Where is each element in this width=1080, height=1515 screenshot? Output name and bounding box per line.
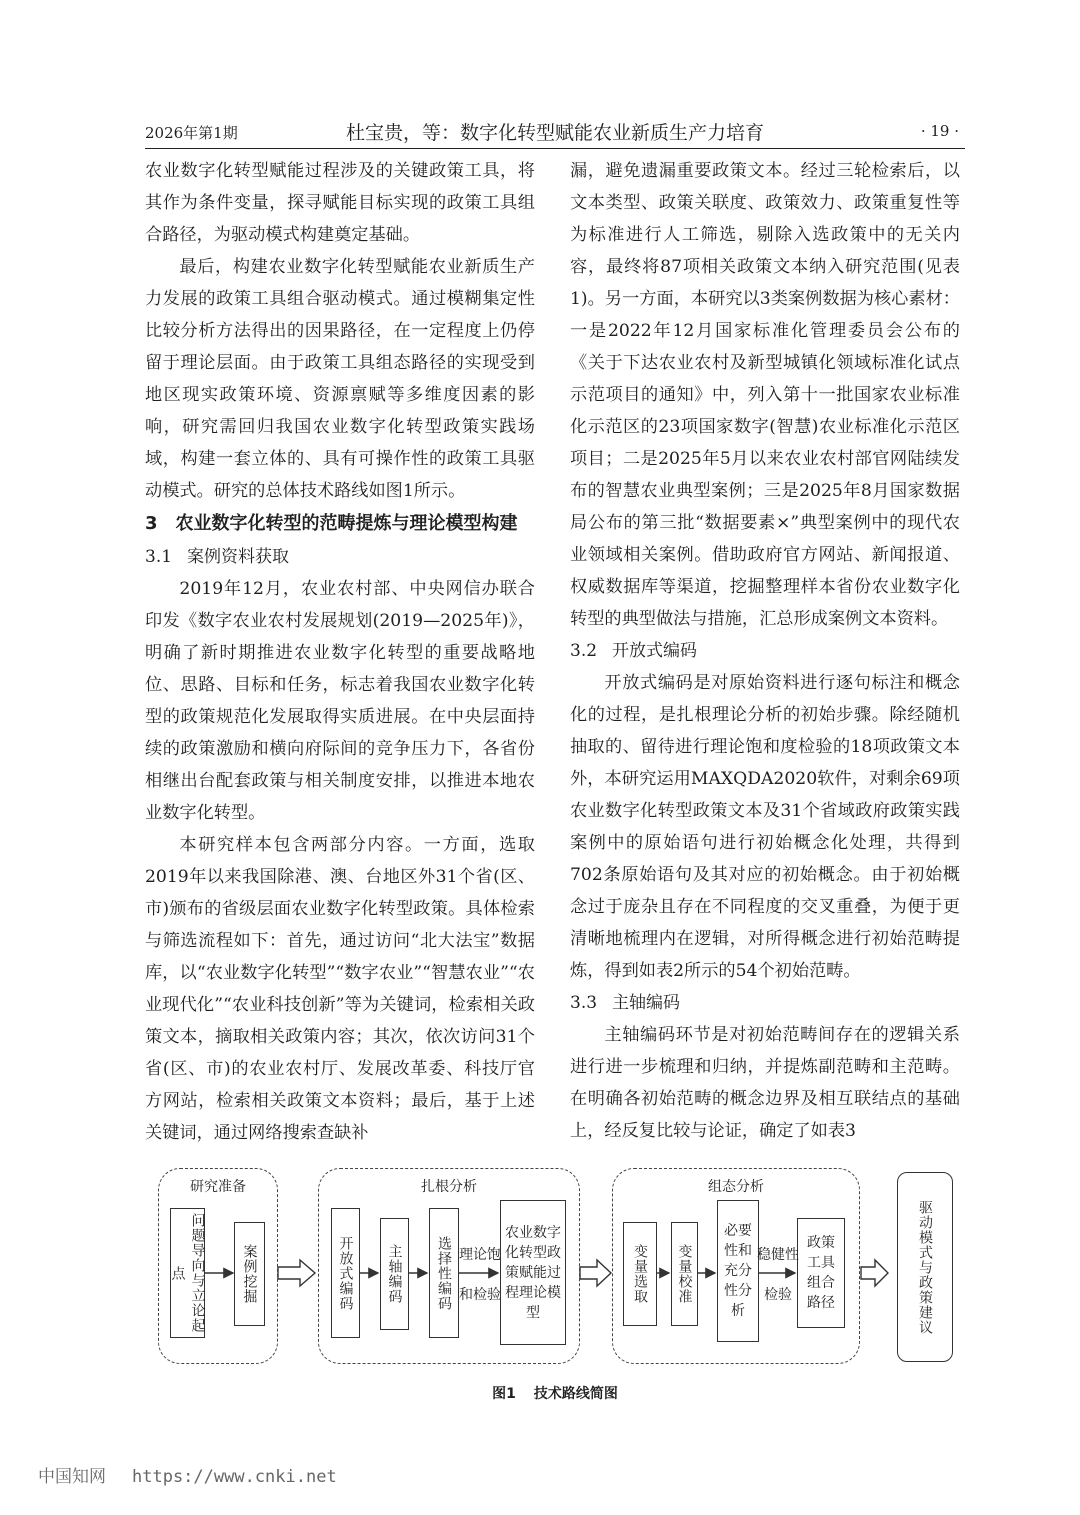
block-arrow [580,1260,611,1286]
header-rule [145,148,965,149]
subsection-title: 主轴编码 [612,993,680,1013]
edge-label: 稳健性 [757,1247,799,1263]
box-selective-coding: 选择性编码 [429,1208,459,1338]
subsection-number: 3.1 [145,547,173,567]
watermark-url[interactable]: https://www.cnki.net [132,1467,337,1487]
paragraph: 2019年12月，农业农村部、中央网信办联合印发《数字农业农村发展规划(2019—2025年)》，明确了新时期推进农业数字化转型的重要战略地位、思路、目标和任务，标志着我国农业数字化转型的政策规范化发展取得实质进展。在中央层面持续的政策激励和横向府际间的竞争压力下，各省份相继出台配套政策与相关制度安排，以推进本地农业数字化转型。 [145,579,535,823]
box-theoretical-model: 农业数字化转型政策赋能过程理论模型 [500,1200,566,1345]
box-driving-mode-suggestions: 驱动模式与政策建议 [897,1172,953,1362]
section-heading-3: 3 农业数字化转型的范畴提炼与理论模型构建 [145,513,518,534]
box-open-coding: 开放式编码 [331,1208,360,1338]
subsection-number: 3.3 [570,993,598,1013]
paragraph: 本研究样本包含两部分内容。一方面，选取2019年以来我国除港、澳、台地区外31个省(区、市)颁布的省级层面农业数字化转型政策。具体检索与筛选流程如下：首先，通过访问“北大法宝”数据库，以“农业数字化转型”“数字农业”“智慧农业”“农业现代化”“农业科技创新”等为关键词，检索相关政策文本，摘取相关政策内容；其次，依次访问31个省(区、市)的农业农村厅、发展改革委、科技厅官方网站，检索相关政策文本资料；最后，基于上述关键词，通过网络搜索查缺补 [145,835,535,1143]
running-header [145,118,965,146]
box-necessity-sufficiency-analysis: 必要性和充分性分析 [717,1200,759,1342]
box-case-mining: 案例挖掘 [234,1222,265,1326]
box-axial-coding: 主轴编码 [380,1218,409,1330]
subsection-heading-3-3 [570,987,960,1019]
paragraph: 主轴编码环节是对初始范畴间存在的逻辑关系进行进一步梳理和归纳，并提炼副范畴和主范畴。在明确各初始范畴的概念边界及相互联结点的基础上，经反复比较与论证，确定了如表3 [570,1025,960,1141]
figure-number: 图1 [492,1386,516,1402]
edge-label: 和检验 [459,1287,501,1303]
figure-caption [150,1383,960,1403]
group-label: 组态分析 [708,1179,764,1195]
box-problem-orientation: 问题导向与立论起点 [170,1208,205,1338]
watermark-brand: 中国知网 [38,1467,106,1487]
subsection-title: 开放式编码 [612,641,697,661]
edge-label: 检验 [764,1287,792,1303]
paragraph: 最后，构建农业数字化转型赋能农业新质生产力发展的政策工具组合驱动模式。通过模糊集定性比较分析方法得出的因果路径，在一定程度上仍停留于理论层面。由于政策工具组态路径的实现受到地区现实政策环境、资源禀赋等多维度因素的影响，研究需回归我国农业数字化转型政策实践场域，构建一套立体的、具有可操作性的政策工具驱动模式。研究的总体技术路线如图1所示。 [145,257,535,501]
box-policy-tool-paths: 政策工具组合路径 [797,1218,845,1328]
running-title: 杜宝贵，等：数字化转型赋能农业新质生产力培育 [345,122,764,144]
block-arrow [278,1260,315,1286]
box-variable-selection: 变量选取 [623,1222,657,1326]
issue-label: 2026年第1期 [145,124,238,142]
paragraph: 农业数字化转型赋能过程涉及的关键政策工具，将其作为条件变量，探寻赋能目标实现的政策工具组合路径，为驱动模式构建奠定基础。 [145,161,535,245]
subsection-heading-3-1 [145,541,535,573]
page-number: · 19 · [920,122,959,140]
paragraph: 开放式编码是对原始资料进行逐句标注和概念化的过程，是扎根理论分析的初始步骤。除经随机抽取的、留待进行理论饱和度检验的18项政策文本外，本研究运用MAXQDA2020软件，对剩余69项农业数字化转型政策文本及31个省域政府政策实践案例中的原始语句进行初始概念化处理，共得到702条原始语句及其对应的初始概念。由于初始概念过于庞杂且存在不同程度的交叉重叠，为便于更清晰地梳理内在逻辑，对所得概念进行初始范畴提炼，得到如表2所示的54个初始范畴。 [570,673,960,981]
watermark [38,1462,337,1487]
box-variable-calibration: 变量校准 [671,1222,698,1326]
figure-technical-roadmap [150,1160,960,1370]
subsection-title: 案例资料获取 [187,547,289,567]
group-label: 研究准备 [190,1179,246,1195]
paragraph: 漏，避免遗漏重要政策文本。经过三轮检索后，以文本类型、政策关联度、政策效力、政策重复性等为标准进行人工筛选，剔除入选政策中的无关内容，最终将87项相关政策文本纳入研究范围(见表1)。另一方面，本研究以3类案例数据为核心素材：一是2022年12月国家标准化管理委员会公布的《关于下达农业农村及新型城镇化领域标准化试点示范项目的通知》中，列入第十一批国家农业标准化示范区的23项国家数字(智慧)农业标准化示范区项目；二是2025年5月以来农业农村部官网陆续发布的智慧农业典型案例；三是2025年8月国家数据局公布的第三批“数据要素×”典型案例中的现代农业领域相关案例。借助政府官方网站、新闻报道、权威数据库等渠道，挖掘整理样本省份农业数字化转型的典型做法与措施，汇总形成案例文本资料。 [570,161,960,629]
block-arrow [861,1260,888,1286]
figure-title: 技术路线简图 [533,1386,618,1402]
left-column [145,155,535,1149]
subsection-number: 3.2 [570,641,598,661]
right-column [570,155,960,1147]
subsection-heading-3-2 [570,635,960,667]
group-label: 扎根分析 [421,1179,477,1195]
edge-label: 理论饱 [459,1247,501,1263]
